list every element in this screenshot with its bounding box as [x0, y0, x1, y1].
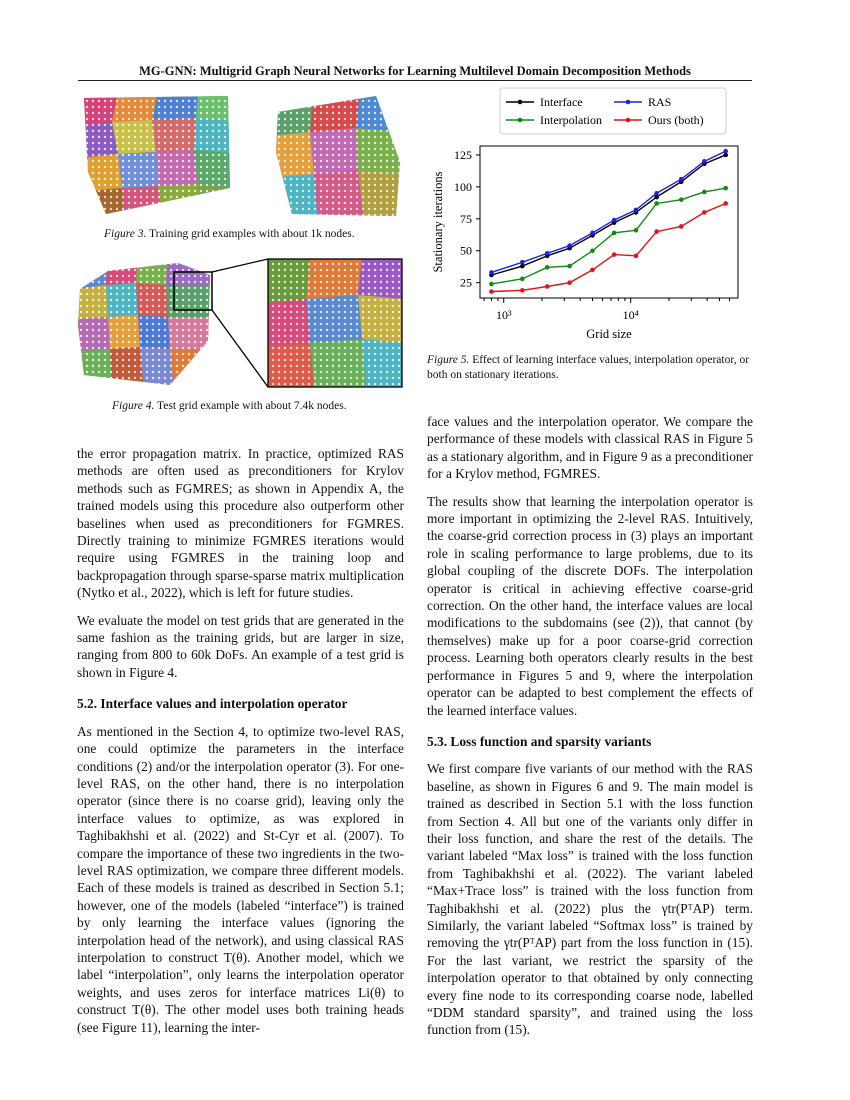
data-point-interpolation — [679, 197, 684, 202]
data-point-interpolation — [489, 282, 494, 287]
header-rule — [78, 80, 752, 81]
y-tick-label: 50 — [460, 243, 472, 258]
figure4-image — [78, 255, 408, 389]
y-axis-label: Stationary iterations — [431, 171, 445, 273]
series-line-interface — [491, 155, 725, 275]
data-point-interpolation — [612, 231, 617, 236]
figure5-chart — [428, 86, 758, 348]
legend-label-ours-both: Ours (both) — [648, 113, 704, 127]
left-paragraph-1: the error propagation matrix. In practice, optimized RAS methods are often used as preconditioners for Krylov methods such as FGMRES; as shown in Appendix A, the trained models using this procedure also outperform other baselines when used as preconditioners for FGMRES. Directly training to minimize FGMRES iterations would require using FGMRES in the training loop and backpropagation through sparse-sparse matrix multiplication (Nytko et al., 2022), which is left for future studies. — [77, 446, 404, 601]
x-axis-label: Grid size — [586, 327, 632, 341]
legend-label-ras: RAS — [648, 95, 672, 109]
x-tick-label: 10⁴ — [622, 308, 639, 322]
y-tick-label: 75 — [460, 211, 472, 226]
y-tick-label: 25 — [460, 275, 472, 290]
data-point-ras — [723, 149, 728, 154]
data-point-interpolation — [654, 201, 659, 206]
data-point-interpolation — [545, 265, 550, 270]
figure5-caption — [427, 353, 755, 383]
data-point-ras — [590, 231, 595, 236]
data-point-ras — [545, 251, 550, 256]
left-paragraph-2: We evaluate the model on test grids that are generated in the same fashion as the training grids, but are larger in size, ranging from 800 to 60k DoFs. An example of a test grid is shown in Figure 4. — [77, 612, 404, 680]
data-point-interpolation — [590, 248, 595, 253]
right-paragraph-2: The results show that learning the interpolation operator is more important in optimizing the 2-level RAS. Intuitively, the coarse-grid correction process in (3) plays an important role in scaling performance to large problems, due to its global coupling of the discrete DOFs. The interpolation operator is critical in achieving effective coarse-grid correction. On the other hand, the interface values are local modifications to the subdomains (see (2)), that cannot (by themselves) make up for a poor coarse-grid correction process. Learning both operators clearly results in the best performance in Figures 5 and 9, where the interpolation operator can be adapted to best complement the effects of the learned interface values. — [427, 493, 753, 718]
data-point-ours-both — [567, 280, 572, 285]
data-point-ours-both — [634, 254, 639, 259]
data-point-ras — [679, 177, 684, 182]
legend-label-interface: Interface — [540, 95, 583, 109]
section-5-3-heading: 5.3. Loss function and sparsity variants — [427, 733, 652, 749]
legend-marker-ras — [626, 100, 631, 105]
figure3-label: Figure 3. — [104, 228, 147, 240]
legend-label-interpolation: Interpolation — [540, 113, 602, 127]
legend-marker-interface — [518, 100, 523, 105]
data-point-ours-both — [520, 288, 525, 293]
right-paragraph-1: face values and the interpolation operator. We compare the performance of these models with classical RAS in Figure 5 as a stationary algorithm, and in Figure 9 as a preconditioner for a Krylov method, FGMRES. — [427, 414, 753, 482]
figure3-caption — [104, 227, 404, 242]
figure3-caption-text: Training grid examples with about 1k nodes. — [146, 228, 355, 240]
data-point-ours-both — [590, 268, 595, 273]
left-column — [77, 445, 404, 1046]
series-line-ras — [491, 151, 725, 272]
data-point-ours-both — [702, 210, 707, 215]
right-paragraph-3: We first compare five variants of our method with the RAS baseline, as shown in Figures 6 and 9. The main model is trained as described in Section 5.1 with the loss function from Section 4. All but one of the variants only differ in their loss function, and share the rest of the details. The variant labeled “Max loss” is trained with the loss function from Taghibakhshi et al. (2022). The variant labeled “Max+Trace loss” is trained with the loss function from Taghibakhshi et al. (2022) plus the γtr(PᵀAP) term. Similarly, the variant labeled “Softmax loss” is trained by removing the γtr(PᵀAP) part from the loss function in (15). For the last variant, we restrict the sparsity of the interpolation operator to that obtained by only connecting every fine node to its corresponding coarse node, labelled “DDM standard sparsity”, and trained using the loss function from (15). — [427, 761, 753, 1038]
legend-marker-ours-both — [626, 118, 631, 123]
data-point-interpolation — [723, 186, 728, 191]
data-point-ours-both — [679, 224, 684, 229]
figure5-label: Figure 5. — [427, 354, 470, 366]
data-point-ours-both — [545, 284, 550, 289]
series-line-ours-both — [491, 203, 725, 291]
data-point-ras — [654, 191, 659, 196]
data-point-ras — [612, 218, 617, 223]
right-column — [427, 413, 753, 1049]
figure3-image — [78, 92, 408, 222]
figure4-caption-text: Test grid example with about 7.4k nodes. — [154, 400, 347, 412]
figure4-label: Figure 4. — [112, 400, 155, 412]
section-5-2-heading: 5.2. Interface values and interpolation operator — [77, 696, 348, 712]
data-point-interpolation — [567, 264, 572, 269]
series-line-interpolation — [491, 188, 725, 284]
legend-box — [500, 88, 726, 134]
data-point-ras — [567, 243, 572, 248]
x-tick-label: 10³ — [495, 308, 512, 322]
running-header: MG-GNN: Multigrid Graph Neural Networks for Learning Multilevel Domain Decomposition Methods — [139, 64, 691, 78]
left-paragraph-3: As mentioned in the Section 4, to optimize two-level RAS, one could optimize the parameters in the interface conditions (2) and/or the interpolation operator (3). For one-level RAS, on the other hand, there is no interpolation operator (since there is no coarse grid), leaving only the interface values to optimize, as was explored in Taghibakhshi et al. (2022) and St-Cyr et al. (2007). To compare the importance of these two ingredients in the two-level RAS optimization, we compare three different models. Each of these models is trained as described in Section 5.1; however, one of the models (labeled “interface”) is trained by only learning the interface values (ignoring the interpolation head of the network), and using classical RAS interpolation to construct T(θ). Another model, which we label “interpolation”, only learns the interpolation operator weights, and uses zeros for interface matrices Li(θ) to construct T(θ). The other model uses both training heads (see Figure 11), learning the inter- — [77, 723, 404, 1035]
data-point-ras — [702, 159, 707, 164]
data-point-ours-both — [489, 289, 494, 294]
data-point-interpolation — [520, 277, 525, 282]
data-point-ours-both — [612, 252, 617, 257]
data-point-ras — [489, 270, 494, 275]
data-point-interpolation — [702, 190, 707, 195]
data-point-ours-both — [723, 201, 728, 206]
figure5-caption-text: Effect of learning interface values, interpolation operator, or both on stationary iterations. — [427, 354, 750, 381]
data-point-ours-both — [654, 229, 659, 234]
data-point-interpolation — [634, 228, 639, 233]
y-tick-label: 125 — [454, 147, 472, 162]
figure4-caption — [112, 399, 412, 414]
data-point-ras — [634, 208, 639, 213]
plot-frame — [480, 146, 738, 298]
legend-marker-interpolation — [518, 118, 523, 123]
data-point-ras — [520, 260, 525, 265]
y-tick-label: 100 — [454, 179, 472, 194]
